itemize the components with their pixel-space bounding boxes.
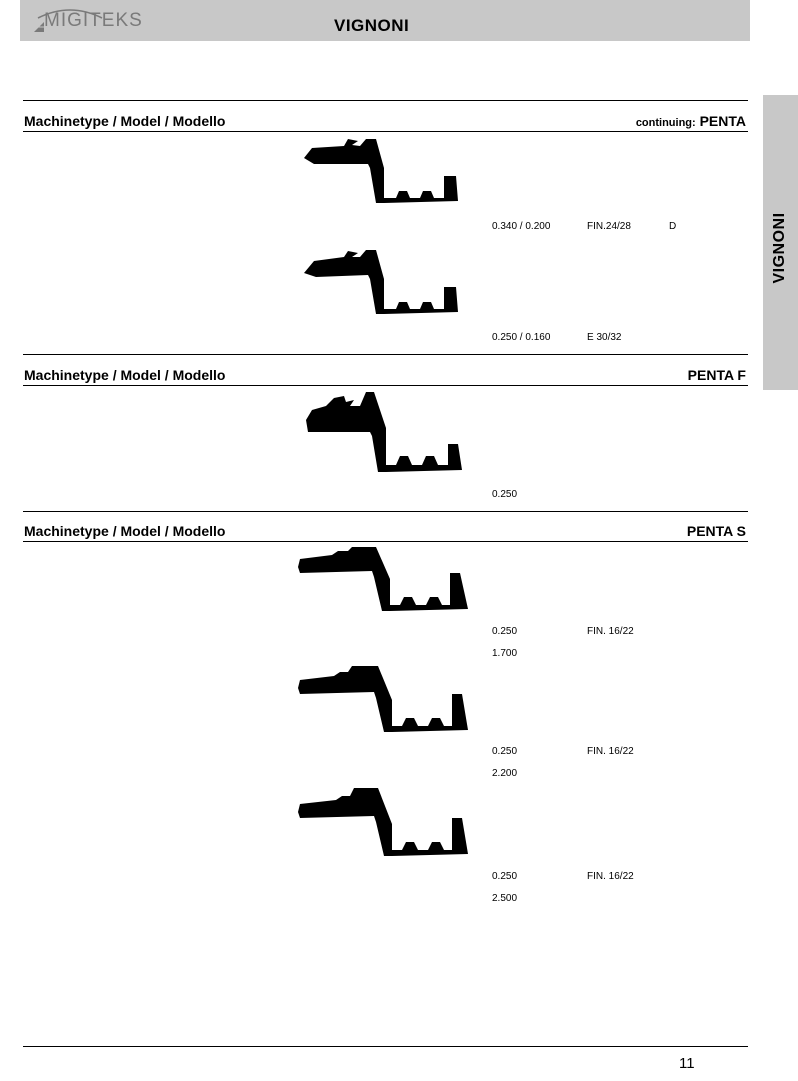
section-divider	[23, 511, 748, 512]
section-model	[636, 113, 746, 129]
gauge-value: 0.250	[492, 746, 518, 757]
section-divider	[23, 385, 748, 386]
needle-profile-image	[298, 786, 470, 860]
fineness-value: FIN. 16/22	[587, 871, 634, 882]
section-divider	[23, 541, 748, 542]
fineness-value: FIN.24/28	[587, 221, 631, 232]
gauge-value: 0.340 / 0.200	[492, 221, 551, 232]
page-number: 11	[679, 1055, 695, 1072]
length-value: 2.500	[492, 893, 518, 904]
gauge-value: 0.250 / 0.160	[492, 332, 551, 343]
length-value: 1.700	[492, 648, 518, 659]
needle-profile-image	[304, 136, 464, 206]
model-name: PENTA F	[687, 367, 746, 383]
fineness-value: FIN. 16/22	[587, 626, 634, 637]
section-title: Machinetype / Model / Modello	[24, 367, 226, 383]
footer-divider	[23, 1046, 748, 1047]
needle-profile-image	[304, 247, 464, 317]
model-name: PENTA S	[686, 523, 746, 539]
length-value: 2.200	[492, 768, 518, 779]
fineness-value: E 30/32	[587, 332, 622, 343]
gauge-value: 0.250	[492, 489, 518, 500]
model-name: PENTA	[699, 113, 746, 129]
page-title: VIGNONI	[334, 16, 410, 35]
side-tab-label: VIGNONI	[771, 212, 788, 284]
gauge-value: 0.250	[492, 871, 518, 882]
needle-profile-image	[298, 545, 470, 615]
needle-profile-image	[298, 664, 470, 736]
section-title: Machinetype / Model / Modello	[24, 523, 226, 539]
logo-text: MIGITEKS	[44, 10, 143, 31]
needle-profile-image	[304, 390, 464, 475]
section-divider	[23, 131, 748, 132]
fineness-value: FIN. 16/22	[587, 746, 634, 757]
continuing-label: continuing:	[635, 117, 696, 129]
gauge-value: 0.250	[492, 626, 518, 637]
section-divider	[23, 100, 748, 101]
section-title: Machinetype / Model / Modello	[24, 113, 226, 129]
section-divider	[23, 354, 748, 355]
code-value: D	[669, 221, 677, 232]
